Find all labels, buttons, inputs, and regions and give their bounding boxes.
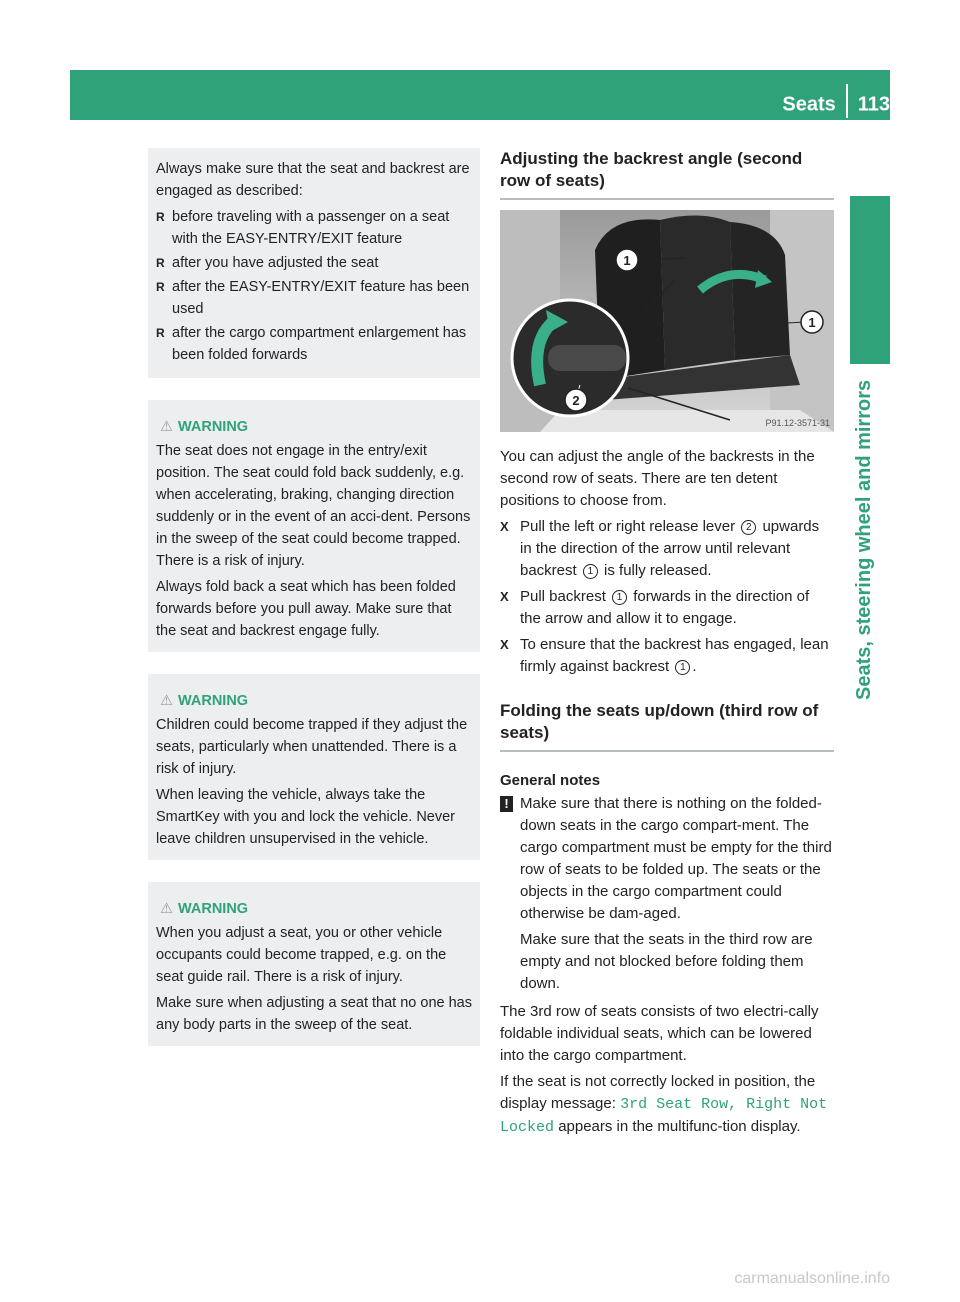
step-item [500,634,834,678]
callout-number: 1 [612,590,627,605]
warning-heading [156,690,472,712]
warning-title: WARNING [178,419,249,435]
warning-title: WARNING [178,693,249,709]
watermark: carmanualsonline.info [734,1270,890,1287]
step-text: forwards in the direction of the arrow and allow it to engage. [520,588,810,627]
step-text: . [692,658,697,675]
paragraph-text: If the seat is not correctly locked in position, the display message: [500,1073,816,1112]
step-item [500,516,834,582]
warning-triangle-icon: ⚠ [160,419,173,435]
backrest-steps [500,516,834,678]
note-intro: Always make sure that the seat and backrest are engaged as described: [156,161,470,199]
section-heading-folding: Folding the seats up/down (third row of seats) [500,700,834,752]
bullet-item: R before traveling with a passenger on a seat with the EASY-ENTRY/EXIT feature [156,206,472,250]
step-item [500,586,834,630]
side-tab-label: Seats, steering wheel and mirrors [853,380,875,701]
paragraph-text: appears in the multifunc-tion display. [558,1118,801,1135]
callout-1-label-right: 1 [808,315,816,330]
display-message-paragraph [500,1071,834,1139]
notice-text: Make sure that the seats in the third row are empty and not blocked before folding them down. [520,931,813,992]
warning-triangle-icon: ⚠ [160,901,173,917]
page-number: 113 [857,93,890,116]
general-notes-heading: General notes [500,772,601,789]
step-text: is fully released. [604,562,712,579]
warning-text: The seat does not engage in the entry/exit position. The seat could fold back suddenly, e.g. when accelerating, braking, changing direction suddenly or in the event of an acci-dent. Persons in the sweep of the seat could become trapped. There is a risk of injury. [156,443,471,569]
third-row-description: The 3rd row of seats consists of two electri-cally foldable individual seats, which can be lowered into the cargo compartment. [500,1003,819,1064]
header-divider [846,84,848,118]
section-title: Seats [782,93,836,116]
backrest-intro: You can adjust the angle of the backrests in the second row of seats. There are ten detent positions to choose from. [500,448,815,509]
bullet-item: R after you have adjusted the seat [156,252,472,274]
section-heading-backrest: Adjusting the backrest angle (second row of seats) [500,148,834,200]
callout-number: 2 [741,520,756,535]
step-text: To ensure that the backrest has engaged, lean firmly against backrest [520,636,829,675]
display-message: 3rd Seat Row, Right Not Locked [500,1096,828,1136]
note-bullets [156,206,472,366]
notice-block [500,793,834,995]
warning-text: Always fold back a seat which has been folded forwards before you pull away. Make sure that the seat and backrest engage fully. [156,579,456,639]
callout-2-label: 2 [572,393,580,408]
warning-box-1 [148,400,480,652]
header-bar [70,70,890,120]
notice-text: Make sure that there is nothing on the folded-down seats in the cargo compart-ment. The cargo compartment must be empty for the third row of seats to be folded up. The seats or the objects in the cargo compartment could otherwise be dam-aged. [520,795,832,922]
warning-text: Make sure when adjusting a seat that no one has any body parts in the sweep of the seat. [156,995,472,1033]
step-text: upwards in the direction of the arrow until relevant backrest [520,518,820,579]
callout-number: 1 [583,564,598,579]
warning-box-2 [148,674,480,860]
seat-illustration [500,210,834,432]
left-column [148,148,480,1068]
exclamation-icon: ! [500,796,513,812]
side-tab-block [850,196,890,364]
note-box [148,148,480,378]
warning-heading [156,898,472,920]
warning-text: When you adjust a seat, you or other vehicle occupants could become trapped, e.g. on the seat guide rail. There is a risk of injury. [156,925,447,985]
callout-number: 1 [675,660,690,675]
warning-text: Children could become trapped if they adjust the seats, particularly when unattended. There is a risk of injury. [156,717,468,777]
bullet-item: R after the cargo compartment enlargement has been folded forwards [156,322,472,366]
warning-triangle-icon: ⚠ [160,693,173,709]
callout-1-label: 1 [623,253,631,268]
step-text: Pull the left or right release lever [520,518,736,535]
warning-heading [156,416,472,438]
warning-text: When leaving the vehicle, always take the SmartKey with you and lock the vehicle. Never leave children unsupervised in the vehicle. [156,787,455,847]
step-text: Pull backrest [520,588,606,605]
warning-title: WARNING [178,901,249,917]
seat-figure [500,210,834,432]
figure-code: P91.12-3571-31 [765,418,830,428]
bullet-item: R after the EASY-ENTRY/EXIT feature has been used [156,276,472,320]
page-header [782,88,890,122]
warning-box-3 [148,882,480,1046]
right-column [500,148,834,1143]
